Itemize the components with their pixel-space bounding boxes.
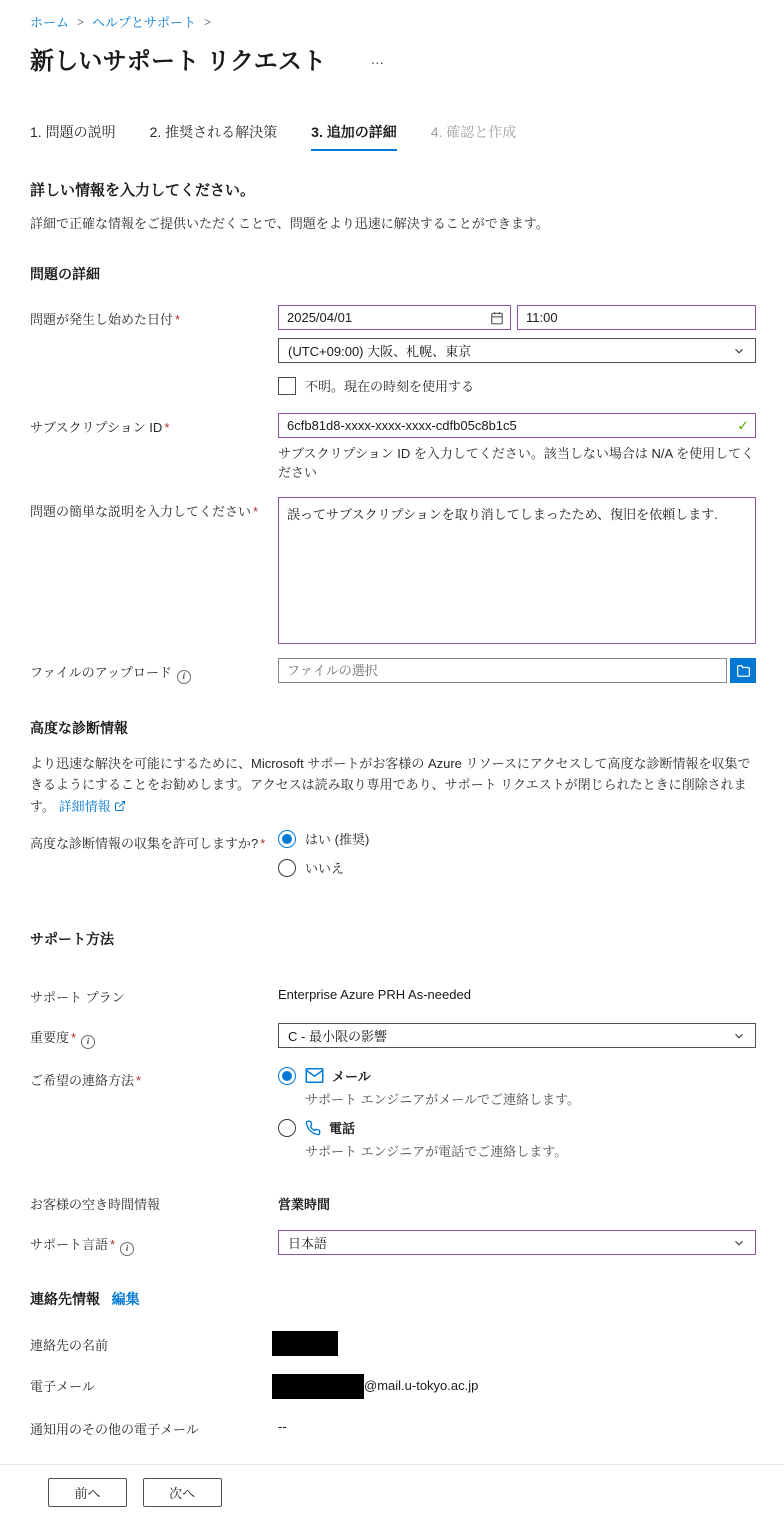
breadcrumb-separator: > (204, 14, 212, 29)
use-current-time-label: 不明。現在の時刻を使用する (305, 379, 475, 394)
info-icon[interactable]: i (120, 1242, 134, 1256)
title-row (30, 41, 756, 76)
problem-description-textarea[interactable] (278, 497, 756, 644)
severity-row (30, 1023, 756, 1049)
wizard-footer (0, 1464, 784, 1529)
section-advanced-diagnostics: 高度な診断情報 (30, 720, 128, 736)
checkbox-box[interactable] (278, 377, 296, 395)
info-icon[interactable]: i (177, 670, 191, 684)
diagnostics-consent-label: 高度な診断情報の収集を許可しますか? * (30, 836, 266, 852)
availability-row (30, 1190, 756, 1213)
file-upload-row (30, 658, 756, 684)
radio-selected[interactable] (278, 830, 296, 848)
tab-additional-details[interactable]: 3. 追加の詳細 (311, 122, 397, 151)
support-language-label: サポート言語 * i (30, 1230, 278, 1256)
contact-email-label: メール (332, 1069, 371, 1085)
info-icon[interactable]: i (81, 1035, 95, 1049)
page-title: 新しいサポート リクエスト (30, 48, 327, 75)
contact-method-row (30, 1066, 756, 1160)
section-support-method: サポート方法 (30, 931, 114, 948)
learn-more-link[interactable]: 詳細情報 (58, 798, 111, 814)
breadcrumb-link-home[interactable]: ホーム (30, 15, 70, 30)
wizard-steps (30, 122, 756, 152)
required-asterisk: * (253, 504, 259, 519)
required-asterisk: * (136, 1073, 142, 1089)
file-upload-input[interactable] (278, 658, 727, 683)
contact-name-row (30, 1331, 756, 1356)
support-plan-value: Enterprise Azure PRH As-needed (278, 987, 471, 1003)
file-upload-label: ファイルのアップロード i (30, 658, 278, 684)
problem-start-date-input[interactable] (278, 305, 511, 330)
support-language-row (30, 1230, 756, 1256)
tab-recommended-solution[interactable]: 2. 推奨される解決策 (149, 124, 278, 140)
severity-label: 重要度 * i (30, 1023, 278, 1049)
contact-phone-description: サポート エンジニアが電話でご連絡します。 (305, 1144, 568, 1160)
timezone-select[interactable] (278, 338, 756, 363)
availability-label: お客様の空き時間情報 (30, 1197, 161, 1213)
chevron-down-icon (732, 344, 746, 358)
tab-problem-description[interactable]: 1. 問題の説明 (30, 124, 116, 140)
breadcrumb-link-help-support[interactable]: ヘルプとサポート (92, 15, 197, 30)
severity-selected-value: C - 最小限の影響 (288, 1029, 387, 1045)
diagnostics-description: より迅速な解決を可能にするために、Microsoft サポートがお客様の Azure リソースにアクセスして高度な診断情報を収集できるようにすることをお勧めします。アクセスは読み取り専用であり、サポート リクエストが閉じられたときに削除されます。 詳細情報 (30, 756, 751, 814)
subscription-id-input[interactable] (278, 413, 756, 438)
severity-select[interactable] (278, 1023, 756, 1048)
intro-heading: 詳しい情報を入力してください。 (30, 182, 256, 199)
more-options-button[interactable]: … (370, 50, 387, 67)
support-language-select[interactable] (278, 1230, 756, 1255)
mail-icon (305, 1068, 324, 1083)
next-button[interactable]: 次へ (143, 1478, 222, 1507)
required-asterisk: * (71, 1030, 77, 1046)
tab-review-create: 4. 確認と作成 (430, 124, 517, 140)
diagnostics-no-radio[interactable] (278, 858, 756, 877)
subscription-id-label: サブスクリプション ID * (30, 420, 170, 435)
contact-info-heading-row (30, 1289, 756, 1309)
section-contact-info: 連絡先情報 (30, 1291, 100, 1308)
subscription-id-row (30, 413, 756, 481)
required-asterisk: * (164, 420, 170, 435)
contact-phone-radio[interactable] (278, 1118, 756, 1160)
browse-files-button[interactable] (730, 658, 756, 683)
valid-checkmark-icon: ✓ (737, 417, 749, 433)
redacted-email-local-part (272, 1374, 364, 1399)
diagnostics-yes-label: はい (推奨) (305, 832, 370, 848)
redacted-contact-name (272, 1331, 338, 1356)
problem-description-label: 問題の簡単な説明を入力してください * (30, 504, 259, 519)
subscription-id-helper: サブスクリプション ID を入力してください。該当しない場合は N/A を使用してください (278, 446, 755, 480)
support-plan-label: サポート プラン (30, 990, 125, 1006)
contact-method-label: ご希望の連絡方法 * (30, 1073, 142, 1089)
support-plan-row (30, 983, 756, 1006)
contact-email-description: サポート エンジニアがメールでご連絡します。 (305, 1092, 580, 1108)
contact-phone-label: 電話 (329, 1121, 356, 1137)
breadcrumb-separator: > (77, 14, 85, 29)
other-email-row (30, 1415, 756, 1438)
use-current-time-checkbox[interactable] (278, 376, 756, 395)
problem-start-date-row (30, 305, 756, 395)
previous-button[interactable]: 前へ (48, 1478, 127, 1507)
contact-email-field-label: 電子メール (30, 1379, 95, 1395)
calendar-icon[interactable] (490, 311, 504, 325)
required-asterisk: * (110, 1237, 116, 1253)
required-asterisk: * (260, 836, 266, 852)
intro-subtext: 詳細で正確な情報をご提供いただくことで、問題をより迅速に解決することができます。 (30, 216, 549, 231)
problem-start-date-label: 問題が発生し始めた日付 * (30, 312, 181, 327)
chevron-down-icon (732, 1029, 746, 1043)
support-language-selected-value: 日本語 (288, 1236, 328, 1252)
contact-name-label: 連絡先の名前 (30, 1338, 109, 1354)
availability-value: 営業時間 (278, 1197, 331, 1213)
breadcrumb (30, 10, 756, 31)
email-domain: @mail.u-tokyo.ac.jp (364, 1378, 479, 1394)
problem-start-time-input[interactable] (517, 305, 756, 330)
required-asterisk: * (175, 312, 181, 327)
problem-description-row (30, 497, 756, 647)
timezone-selected-value: (UTC+09:00) 大阪、札幌、東京 (288, 344, 472, 359)
folder-icon (736, 664, 751, 678)
contact-email-radio[interactable] (278, 1066, 756, 1108)
chevron-down-icon (732, 1236, 746, 1250)
section-problem-details: 問題の詳細 (30, 266, 100, 282)
diagnostics-yes-radio[interactable] (278, 829, 756, 848)
contact-email-row (30, 1372, 756, 1399)
radio-selected[interactable] (278, 1067, 296, 1085)
diagnostics-no-label: いいえ (305, 861, 345, 877)
radio-unselected[interactable] (278, 859, 296, 877)
other-email-label: 通知用のその他の電子メール (30, 1422, 199, 1438)
radio-unselected[interactable] (278, 1119, 296, 1137)
other-email-value: -- (278, 1419, 287, 1435)
edit-contact-info-link[interactable]: 編集 (111, 1291, 140, 1308)
phone-icon (305, 1120, 321, 1136)
diagnostics-consent-row (30, 829, 756, 877)
external-link-icon (114, 800, 126, 812)
